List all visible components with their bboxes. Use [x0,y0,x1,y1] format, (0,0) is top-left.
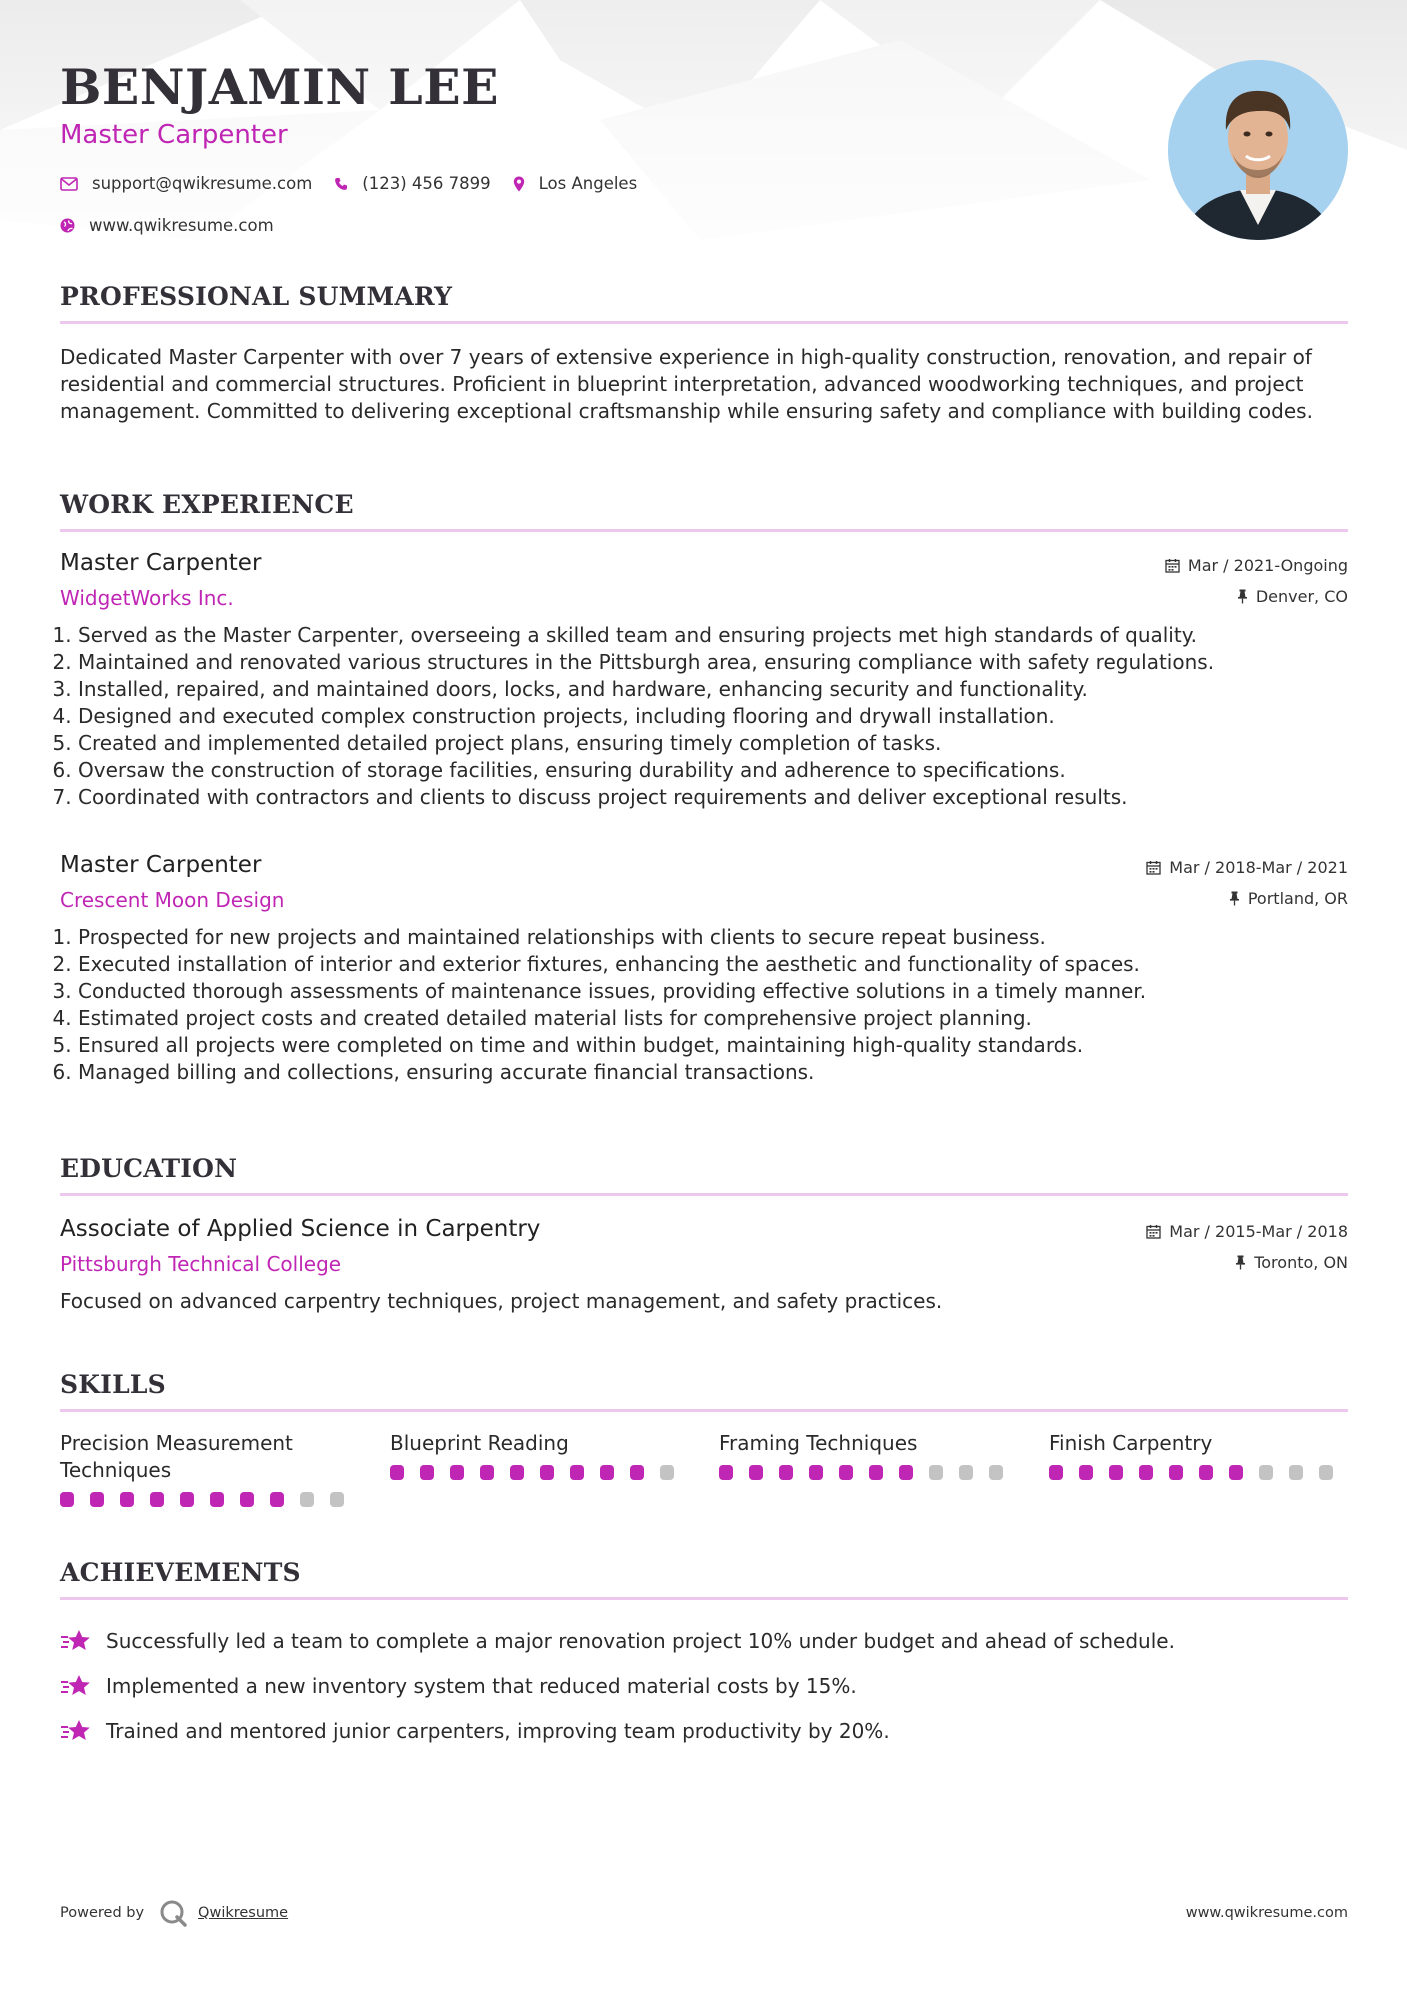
skill-dot-filled [630,1465,644,1480]
calendar-icon [1146,860,1161,875]
list-item: 3. Conducted thorough assessments of maintenance issues, providing effective solutions in a timely manner. [78,978,1146,1005]
education-location-text: Toronto, ON [1254,1253,1348,1272]
contact-location [513,174,638,193]
section-divider [60,529,1348,532]
candidate-name: BENJAMIN LEE [60,58,499,116]
pushpin-icon [1237,589,1248,604]
skill-dot-filled [450,1465,464,1480]
skill-name: Finish Carpentry [1049,1431,1213,1455]
job-role: Master Carpenter [60,852,262,878]
skill-rating [1049,1465,1349,1480]
list-item: 7. Coordinated with contractors and clients to discuss project requirements and deliver exceptional results. [78,784,1214,811]
skill-rating [390,1465,690,1480]
list-item: 2. Maintained and renovated various structures in the Pittsburgh area, ensuring compliance with safety regulations. [78,649,1214,676]
avatar [1168,60,1348,240]
star-icon [60,1718,92,1744]
list-item: 4. Designed and executed complex construction projects, including flooring and drywall installation. [78,703,1214,730]
list-item: 2. Executed installation of interior and exterior fixtures, enhancing the aesthetic and functionality of spaces. [78,951,1146,978]
education-date [1146,1222,1348,1241]
skill-rating [60,1492,360,1507]
skill-dot-filled [1229,1465,1243,1480]
contact-row [60,174,659,193]
summary-section-header [60,282,1348,311]
achievements-list [60,1618,1175,1753]
job-location [1237,587,1348,606]
achievements-section-header [60,1558,1348,1587]
pushpin-icon [1235,1255,1246,1270]
list-item [60,1708,1175,1753]
skill-name: Blueprint Reading [390,1431,569,1455]
list-item: 6. Oversaw the construction of storage facilities, ensuring durability and adherence to specifications. [78,757,1214,784]
skill-dot-filled [600,1465,614,1480]
skill-dot-filled [869,1465,883,1480]
job-role: Master Carpenter [60,550,262,576]
skill-dot-filled [899,1465,913,1480]
job-date [1146,858,1348,877]
envelope-icon [60,177,78,191]
summary-text: Dedicated Master Carpenter with over 7 years of extensive experience in high-quality construction, renovation, and repair of residential and commercial structures. Proficient in blueprint interpretation, advanced woodworking techniques, and project management. Committed to delivering exceptional craftsmanship while ensuring safety and compliance with building codes. [60,345,1313,423]
skill-dot-filled [240,1492,254,1507]
website-text: www.qwikresume.com [89,216,274,235]
job-location-text: Portland, OR [1247,889,1348,908]
map-pin-icon [513,176,525,192]
skill-item [390,1430,690,1480]
skill-dot-filled [390,1465,404,1480]
skill-dot-filled [779,1465,793,1480]
skill-dot-filled [510,1465,524,1480]
job-location [1229,889,1348,908]
education-description: Focused on advanced carpentry techniques, project management, and safety practices. [60,1289,943,1313]
skill-dot-filled [749,1465,763,1480]
location-text: Los Angeles [538,174,638,193]
skill-dot-filled [809,1465,823,1480]
qwikresume-link[interactable]: Qwikresume [198,1905,289,1921]
footer [60,1898,1348,1928]
skill-dot-filled [120,1492,134,1507]
education-location [1235,1253,1348,1272]
skill-dot-empty [300,1492,314,1507]
contact-website[interactable] [60,216,274,235]
skill-dot-filled [1169,1465,1183,1480]
pushpin-icon [1229,891,1240,906]
job-company: Crescent Moon Design [60,888,285,912]
skill-dot-filled [150,1492,164,1507]
email-text: support@qwikresume.com [92,174,313,193]
achievement-text: Successfully led a team to complete a major renovation project 10% under budget and ahead of schedule. [106,1628,1175,1653]
skill-dot-empty [1259,1465,1273,1480]
skill-dot-filled [719,1465,733,1480]
work-section-header [60,490,1348,519]
school-name: Pittsburgh Technical College [60,1252,342,1276]
achievement-text: Implemented a new inventory system that reduced material costs by 15%. [106,1673,857,1698]
skill-dot-empty [929,1465,943,1480]
skill-dot-empty [660,1465,674,1480]
skill-dot-filled [1049,1465,1063,1480]
education-entry [60,1216,1348,1326]
list-item: 4. Estimated project costs and created detailed material lists for comprehensive project planning. [78,1005,1146,1032]
skill-dot-filled [1199,1465,1213,1480]
section-divider [60,1193,1348,1196]
footer-url[interactable]: www.qwikresume.com [1185,1905,1348,1921]
list-item [60,1618,1175,1663]
list-item [60,1663,1175,1708]
list-item: 1. Served as the Master Carpenter, overseeing a skilled team and ensuring projects met high standards of quality. [78,622,1214,649]
skill-dot-filled [210,1492,224,1507]
skill-item [719,1430,1019,1480]
list-item: 6. Managed billing and collections, ensuring accurate financial transactions. [78,1059,1146,1086]
skill-dot-empty [1319,1465,1333,1480]
candidate-title: Master Carpenter [60,120,288,150]
achievement-text: Trained and mentored junior carpenters, improving team productivity by 20%. [106,1718,890,1743]
calendar-icon [1165,558,1180,573]
skill-dot-empty [330,1492,344,1507]
job-date-text: Mar / 2018-Mar / 2021 [1169,858,1348,877]
skill-dot-filled [270,1492,284,1507]
skill-dot-filled [480,1465,494,1480]
job-date-text: Mar / 2021-Ongoing [1187,556,1348,575]
list-item: 1. Prospected for new projects and maintained relationships with clients to secure repeat business. [78,924,1146,951]
skill-rating [719,1465,1019,1480]
section-divider [60,1597,1348,1600]
skill-dot-filled [1109,1465,1123,1480]
contact-email[interactable] [60,174,312,193]
phone-icon [334,177,348,191]
list-item: 5. Created and implemented detailed project plans, ensuring timely completion of tasks. [78,730,1214,757]
skill-item [60,1430,360,1507]
job-entry [60,550,1348,820]
section-divider [60,321,1348,324]
education-date-text: Mar / 2015-Mar / 2018 [1169,1222,1348,1241]
powered-by-label: Powered by [60,1905,145,1921]
skill-dot-filled [60,1492,74,1507]
education-section-header [60,1154,1348,1183]
section-divider [60,1409,1348,1412]
degree-name: Associate of Applied Science in Carpentry [60,1216,541,1242]
phone-text: (123) 456 7899 [362,174,491,193]
job-responsibilities [60,622,1214,811]
skill-name: Precision Measurement Techniques [60,1431,293,1482]
contact-phone[interactable] [334,174,490,193]
skill-dot-empty [1289,1465,1303,1480]
skill-item [1049,1430,1349,1480]
globe-icon [60,218,75,233]
skill-dot-empty [989,1465,1003,1480]
job-location-text: Denver, CO [1255,587,1348,606]
achievements-heading: ACHIEVEMENTS [60,1558,301,1587]
list-item: 5. Ensured all projects were completed on time and within budget, maintaining high-quality standards. [78,1032,1146,1059]
summary-heading: PROFESSIONAL SUMMARY [60,282,453,311]
job-company: WidgetWorks Inc. [60,586,234,610]
skill-dot-empty [959,1465,973,1480]
list-item: 3. Installed, repaired, and maintained doors, locks, and hardware, enhancing security and functionality. [78,676,1214,703]
star-icon [60,1673,92,1699]
star-icon [60,1628,92,1654]
skill-dot-filled [1139,1465,1153,1480]
skill-dot-filled [540,1465,554,1480]
work-heading: WORK EXPERIENCE [60,490,354,519]
footer-brand [60,1898,288,1928]
job-entry [60,852,1348,1102]
skills-heading: SKILLS [60,1370,166,1399]
skill-dot-filled [180,1492,194,1507]
skill-dot-filled [90,1492,104,1507]
qwikresume-logo-icon [158,1898,188,1928]
contact-row-2 [60,216,296,235]
profile-photo [1168,60,1348,240]
job-date [1165,556,1348,575]
job-responsibilities [60,924,1146,1086]
skill-dot-filled [570,1465,584,1480]
skill-dot-filled [1079,1465,1093,1480]
education-heading: EDUCATION [60,1154,238,1183]
skill-dot-filled [420,1465,434,1480]
skills-section-header [60,1370,1348,1399]
skill-dot-filled [839,1465,853,1480]
calendar-icon [1146,1224,1161,1239]
skill-name: Framing Techniques [719,1431,918,1455]
